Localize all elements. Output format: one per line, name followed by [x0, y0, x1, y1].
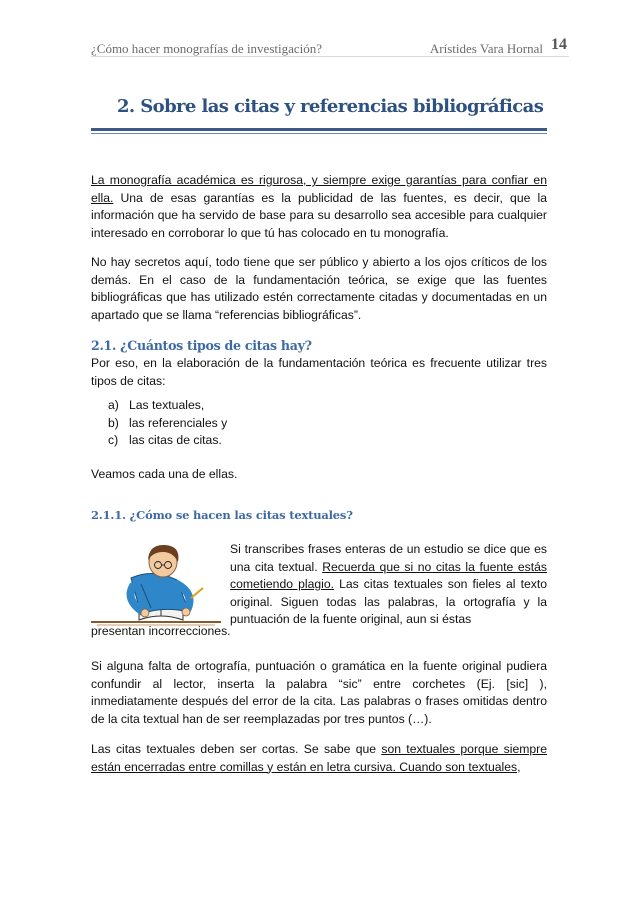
underlined-sentence: son textuales porque siempre están encerradas entre comillas y están en letra cursiva. Cuando son textuales, — [91, 742, 547, 774]
section-2-1-closing: Veamos cada una de ellas. — [91, 467, 238, 481]
section-heading-2-1-1: 2.1.1. ¿Cómo se hacen las citas textuales? — [91, 508, 353, 522]
page-number: 14 — [551, 36, 567, 53]
header-book-title: ¿Cómo hacer monografías de investigación? — [91, 41, 323, 56]
paragraph-text: Si transcribes frases enteras de un estudio se dice que es una cita textual. — [230, 542, 547, 574]
list-item-text: Las textuales, — [129, 398, 205, 412]
list-item — [108, 432, 227, 450]
paragraph-sic: Si alguna falta de ortografía, puntuación o gramática en la fuente original pudiera confundir al lector, inserta la palabra “sic” entre corchetes (Ej. [sic] ), inmediatamente después del error de la cita. Las palabras o frases omitidas dentro de la cita textual han de ser reemplazadas por tres puntos (…). — [91, 659, 547, 726]
list-marker: b) — [108, 415, 119, 430]
title-underline-thick — [91, 128, 547, 131]
section-heading-2-1: 2.1. ¿Cuántos tipos de citas hay? — [91, 338, 312, 353]
student-reading-icon — [91, 538, 221, 628]
paragraph-public-sources: No hay secretos aquí, todo tiene que ser público y abierto a los ojos críticos de los demás. En el caso de la fundamentación teórica, se exige que las fuentes bibliográficas que has utilizado estén correctamente citadas y documentadas en un apartado que se llama “referencias bibliográficas”. — [91, 255, 547, 322]
list-item-text: las referenciales y — [129, 415, 228, 430]
section-2-1-intro: Por eso, en la elaboración de la fundamentación teórica es frecuente utilizar tres tipos de citas: — [91, 356, 547, 388]
list-marker: c) — [108, 433, 119, 447]
underlined-warning: Recuerda que si no citas la fuente estás cometiendo plagio. — [230, 559, 547, 591]
list-marker: a) — [108, 398, 119, 412]
chapter-title: 2. Sobre las citas y referencias bibliográficas — [117, 96, 544, 117]
paragraph-textual-citations — [230, 541, 547, 629]
paragraph-text: Las citas textuales deben ser cortas. Se sabe que — [91, 742, 382, 756]
underlined-sentence: La monografía académica es rigurosa, y siempre exige garantías para confiar en ella. — [91, 173, 547, 205]
paragraph-text: Las citas textuales son fieles al texto original. Siguen todas las palabras, la ortografía y la puntuación de la fuente original, aun si éstas — [230, 577, 547, 626]
list-item — [108, 415, 227, 433]
page-header — [91, 30, 569, 57]
paragraph-intro — [91, 172, 547, 242]
header-author: Arístides Vara Hornal — [429, 41, 543, 56]
paragraph-textual-citations-tail: presentan incorrecciones. — [91, 624, 231, 638]
paragraph-short-citations — [91, 741, 547, 776]
title-underline-thin — [91, 133, 547, 134]
paragraph-intro-rest: Una de esas garantías es la publicidad de las fuentes, es decir, que la información que ha servido de base para su desarrollo sea accesible para cualquier interesado en corroborar lo que tú has colocado en tu monografía. — [91, 190, 547, 240]
citation-types-list — [108, 397, 227, 450]
list-item-text: las citas de citas. — [129, 433, 222, 447]
list-item — [108, 397, 227, 415]
